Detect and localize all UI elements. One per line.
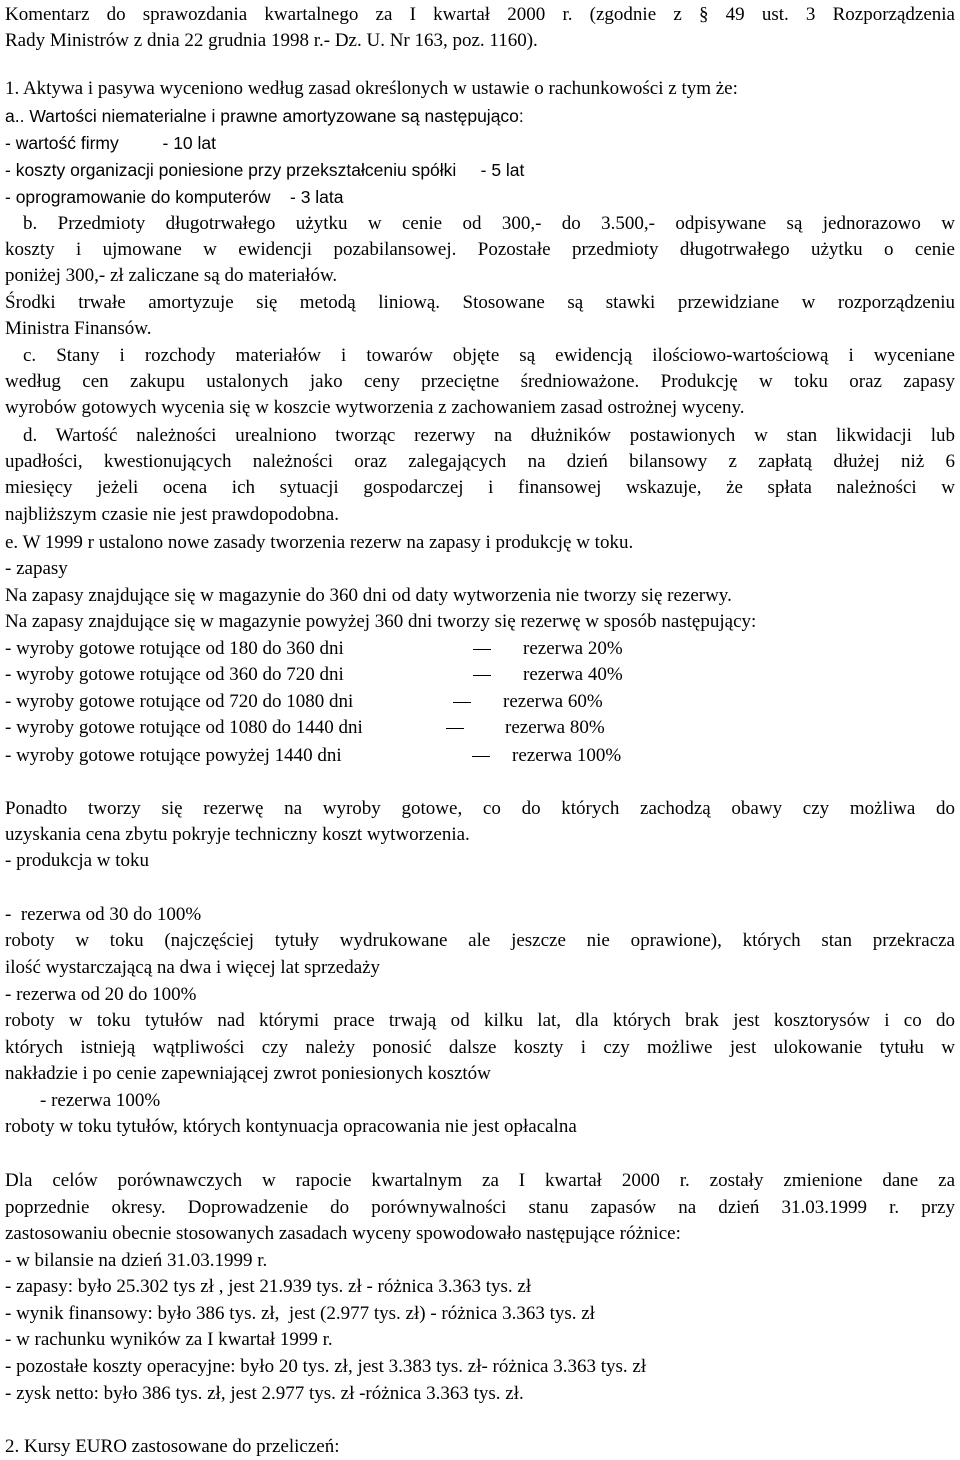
item-a-heading: a.. Wartości niematerialne i prawne amortyzowane są następująco: (5, 106, 524, 126)
reserve-row-label: - wyroby gotowe rotujące od 720 do 1080 dni (5, 691, 354, 712)
item-e-zapasy: - zapasy (5, 558, 68, 579)
dash-separator (473, 649, 491, 650)
reserve-row-value: rezerwa 100% (512, 745, 622, 766)
reserve-row (5, 662, 955, 688)
item-c-line-2: według cen zakupu ustalonych jako ceny przeciętne średnioważone. Produkcję w toku oraz zapasy (5, 371, 955, 392)
item-d-line-3: miesięcy jeżeli ocena ich sytuacji gospodarczej i finansowej wskazuje, że spłata należności w (5, 477, 955, 498)
comparison-line-1: Dla celów porównawczych w rapocie kwartalnym za I kwartał 2000 r. zostały zmienione dane za (5, 1170, 955, 1191)
item-b-line-2: koszty i ujmowane w ewidencji pozabilansowej. Pozostałe przedmioty długotrwałego użytku o cenie (5, 239, 955, 260)
section-1-title: 1. Aktywa i pasywa wyceniono według zasad określonych w ustawie o rachunkowości z tym że: (5, 78, 738, 99)
item-e-line-3: Na zapasy znajdujące się w magazynie powyżej 360 dni tworzy się rezerwę w sposób następujący: (5, 611, 757, 632)
difference-item: - wynik finansowy: było 386 tys. zł, jest (2.977 tys. zł) - różnica 3.363 tys. zł (5, 1303, 595, 1324)
roboty-3-line-1: roboty w toku tytułów, których kontynuacja opracowania nie jest opłacalna (5, 1116, 577, 1137)
produkcja-label: - produkcja w toku (5, 850, 150, 871)
roboty-2-line-1: roboty w toku tytułów nad którymi prace trwają od kilku lat, dla których brak jest kosztorysów i co do (5, 1010, 955, 1031)
reserve-row-value: rezerwa 40% (523, 664, 623, 685)
item-e-line-2: Na zapasy znajdujące się w magazynie do 360 dni od daty wytworzenia nie tworzy się rezerwy. (5, 585, 732, 606)
comparison-line-3: zastosowaniu obecnie stosowanych zasadach wyceny spowodowało następujące różnice: (5, 1223, 681, 1244)
item-d-line-1: d. Wartość należności urealniono tworząc rezerwy na dłużników postawionych w stan likwidacji lub (23, 425, 955, 446)
dash-separator (472, 756, 490, 757)
section-2-title: 2. Kursy EURO zastosowane do przeliczeń: (5, 1436, 340, 1457)
item-d-line-2: upadłości, kwestionujących należności oraz zalegających na dzień bilansowy z zapłatą dłużej niż 6 (5, 451, 955, 472)
item-d-line-4: najbliższym czasie nie jest prawdopodobna. (5, 504, 339, 525)
dash-separator (473, 675, 491, 676)
item-a-software: - oprogramowanie do komputerów - 3 lata (5, 187, 344, 207)
reserve-row-label: - wyroby gotowe rotujące od 360 do 720 dni (5, 664, 344, 685)
rezerwa-30-100: - rezerwa od 30 do 100% (5, 904, 202, 925)
dash-separator (446, 728, 464, 729)
item-c-line-1: c. Stany i rozchody materiałów i towarów objęte są ewidencją ilościowo-wartościową i wyceniane (23, 345, 955, 366)
comparison-line-2: poprzednie okresy. Doprowadzenie do porównywalności stanu zapasów na dzień 31.03.1999 r. przy (5, 1197, 955, 1218)
roboty-1-line-1: roboty w toku (najczęściej tytuły wydrukowane ale jeszcze nie oprawione), których stan przekracza (5, 930, 955, 951)
rezerwa-100: - rezerwa 100% (40, 1090, 161, 1111)
item-c-line-3: wyrobów gotowych wycenia się w koszcie wytworzenia z zachowaniem zasad ostrożnej wyceny. (5, 397, 745, 418)
item-b-line-1: b. Przedmioty długotrwałego użytku w cenie od 300,- do 3.500,- odpisywane są jednorazowo w (23, 213, 955, 234)
roboty-1-line-2: ilość wystarczającą na dwa i więcej lat sprzedaży (5, 957, 381, 978)
item-b-line-3: poniżej 300,- zł zaliczane są do materiałów. (5, 265, 338, 286)
dash-separator (453, 702, 471, 703)
rezerwa-20-100: - rezerwa od 20 do 100% (5, 984, 197, 1005)
reserve-row (5, 689, 955, 715)
reserve-row (5, 636, 955, 662)
reserve-row (5, 715, 955, 741)
reserve-row (5, 743, 955, 769)
reserve-row-value: rezerwa 60% (503, 691, 603, 712)
reserve-row-label: - wyroby gotowe rotujące powyżej 1440 dni (5, 745, 342, 766)
ponadto-line-1: Ponadto tworzy się rezerwę na wyroby gotowe, co do których zachodzą obawy czy możliwa do (5, 798, 955, 819)
reserve-row-label: - wyroby gotowe rotujące od 1080 do 1440 dni (5, 717, 363, 738)
roboty-2-line-2: których istnieją wątpliwości czy należy ponosić dalsze koszty i czy możliwe jest ulokowanie tytułu w (5, 1037, 955, 1058)
difference-item: - pozostałe koszty operacyjne: było 20 tys. zł, jest 3.383 tys. zł- różnica 3.363 tys. zł (5, 1356, 647, 1377)
heading-line-2: Rady Ministrów z dnia 22 grudnia 1998 r.- Dz. U. Nr 163, poz. 1160). (5, 30, 538, 51)
item-a-organization-costs: - koszty organizacji poniesione przy przekształceniu spółki - 5 lat (5, 160, 525, 180)
difference-item: - w rachunku wyników za I kwartał 1999 r. (5, 1329, 333, 1350)
item-b-line-4: Środki trwałe amortyzuje się metodą liniową. Stosowane są stawki przewidziane w rozporządzeniu (5, 292, 955, 313)
difference-item: - zapasy: było 25.302 tys zł , jest 21.939 tys. zł - różnica 3.363 tys. zł (5, 1276, 532, 1297)
item-b-line-5: Ministra Finansów. (5, 318, 152, 339)
reserve-row-value: rezerwa 80% (505, 717, 605, 738)
ponadto-line-2: uzyskania cena zbytu pokryje techniczny koszt wytworzenia. (5, 824, 470, 845)
roboty-2-line-3: nakładzie i po cenie zapewniającej zwrot poniesionych kosztów (5, 1063, 491, 1084)
item-a-goodwill: - wartość firmy - 10 lat (5, 133, 217, 153)
heading-line-1: Komentarz do sprawozdania kwartalnego za I kwartał 2000 r. (zgodnie z § 49 ust. 3 Rozporządzenia (5, 4, 955, 25)
difference-item: - zysk netto: było 386 tys. zł, jest 2.977 tys. zł -różnica 3.363 tys. zł. (5, 1383, 524, 1404)
difference-item: - w bilansie na dzień 31.03.1999 r. (5, 1250, 268, 1271)
reserve-row-value: rezerwa 20% (523, 638, 623, 659)
item-e-line-1: e. W 1999 r ustalono nowe zasady tworzenia rezerw na zapasy i produkcję w toku. (5, 532, 634, 553)
reserve-row-label: - wyroby gotowe rotujące od 180 do 360 dni (5, 638, 344, 659)
